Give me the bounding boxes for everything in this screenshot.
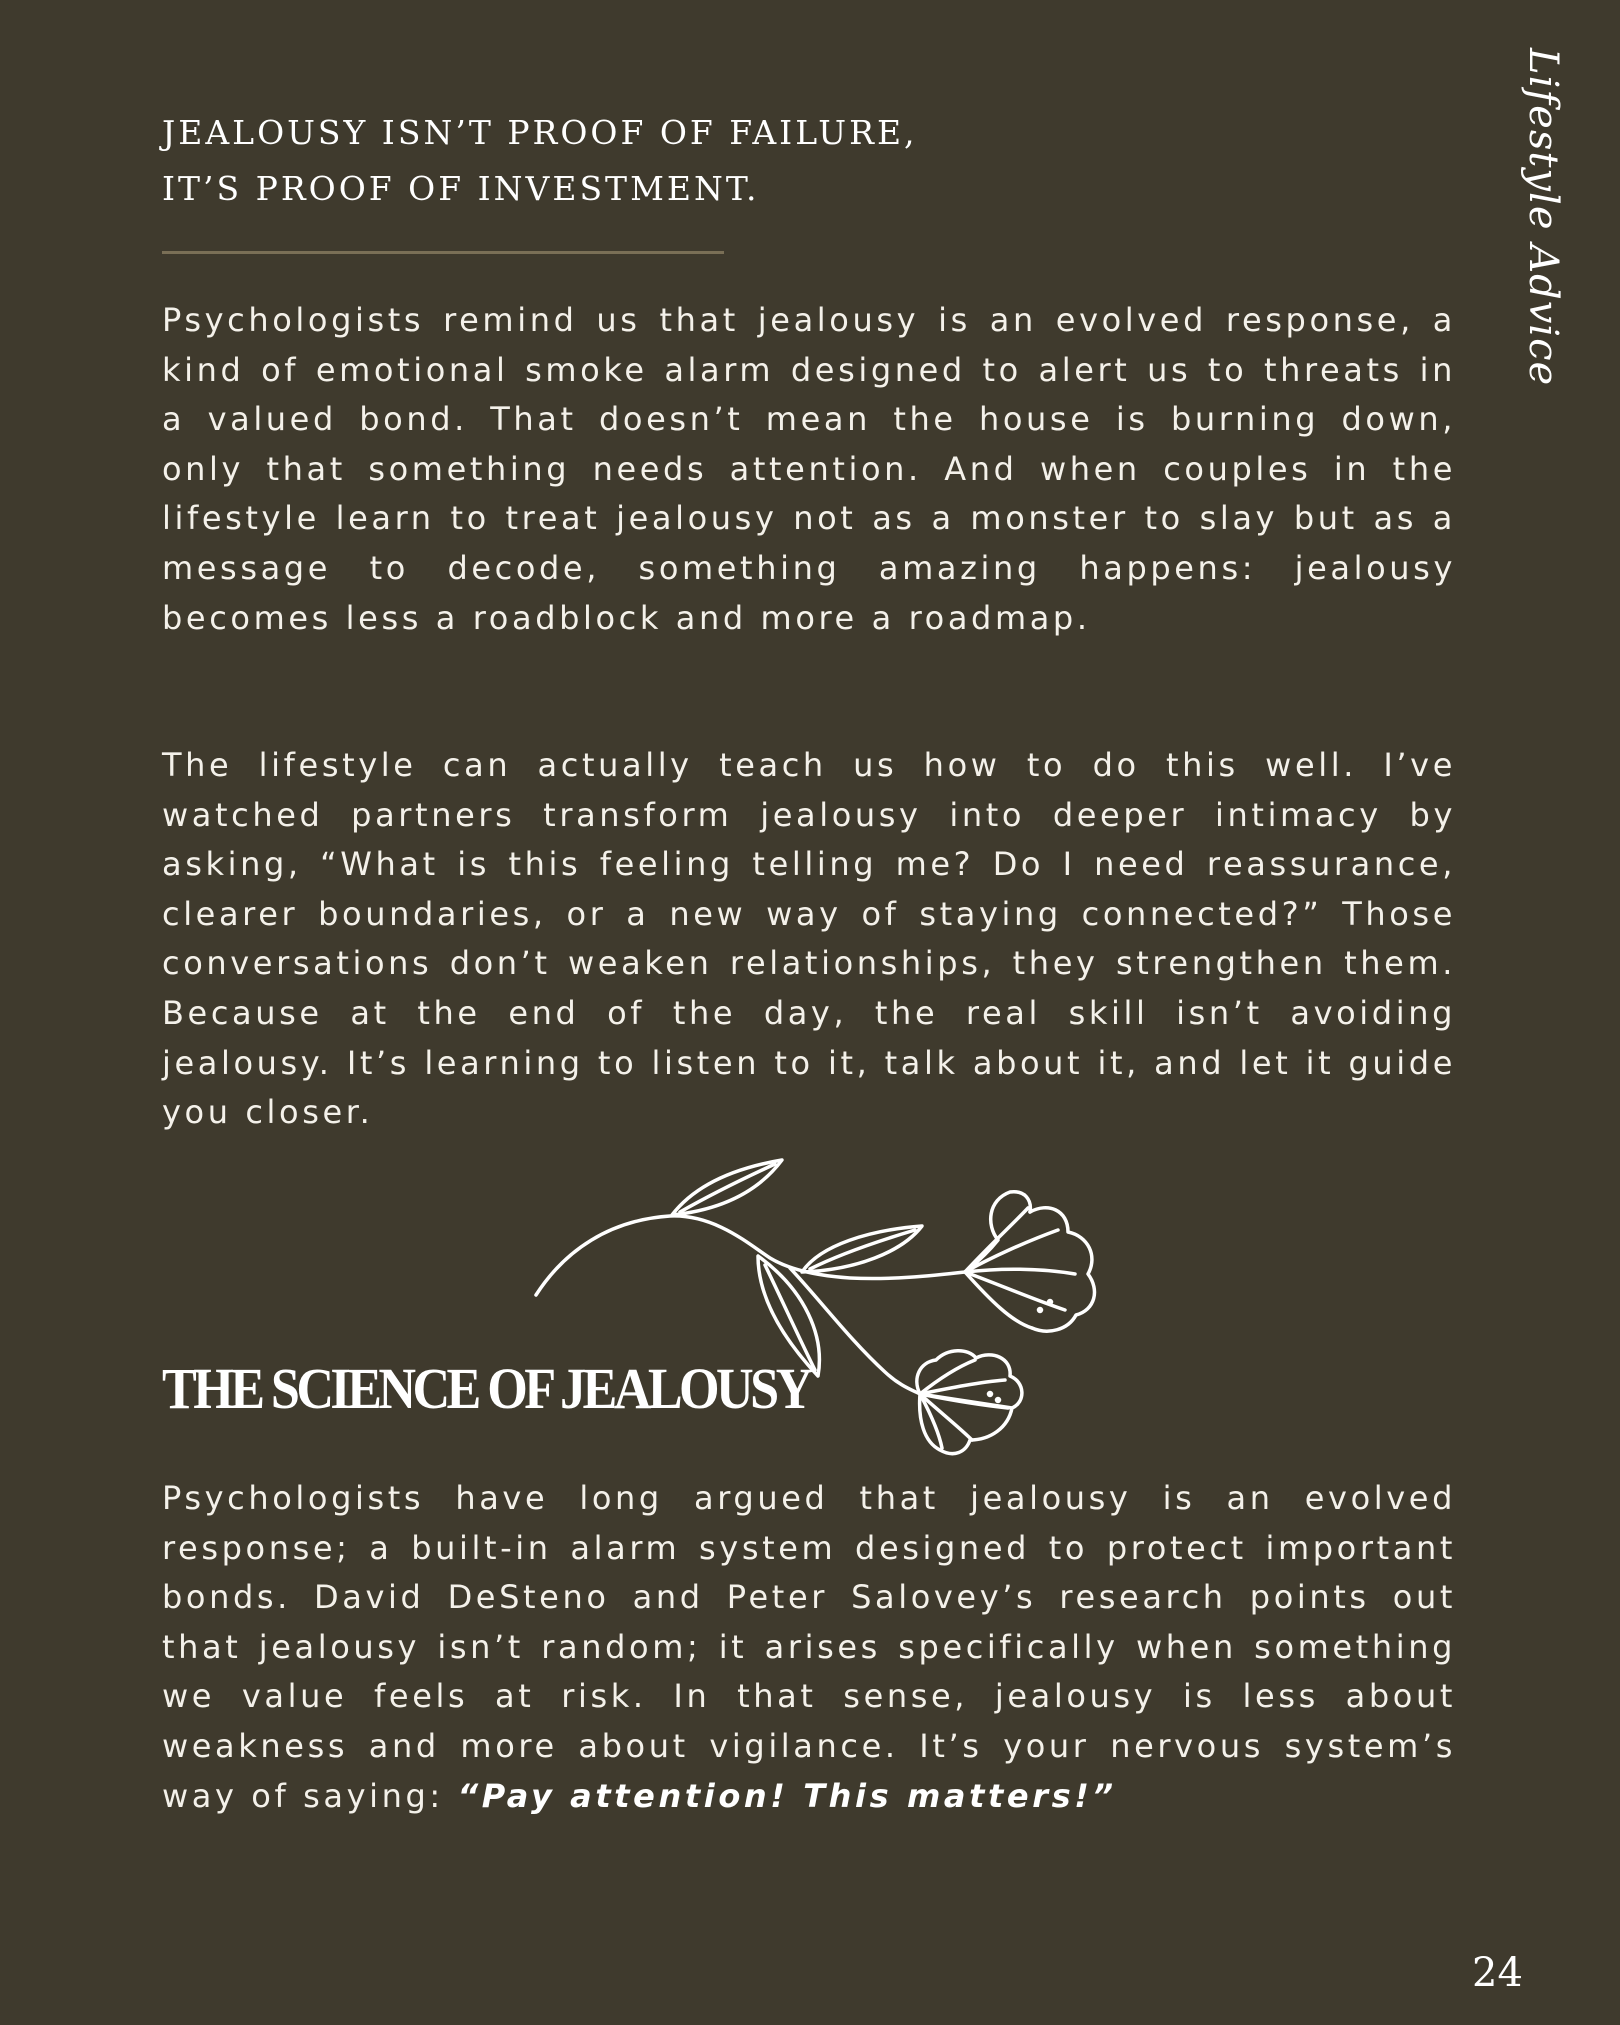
body-paragraph-1: Psychologists remind us that jealousy is an evolved response, a kind of emotional smoke alarm designed to alert us to threats in a valued bond. That doesn’t mean the house is burning down, only that something needs attention. And when couples in the lifestyle learn to treat jealousy not as a monster to slay but as a message to decode, something amazing happens: jealousy becomes less a roadblock and more a roadmap. [162, 301, 1456, 637]
pull-quote-line-2: IT’S PROOF OF INVESTMENT. [162, 169, 760, 208]
section-label: Lifestyle Advice [1520, 48, 1566, 387]
body-paragraph-2: The lifestyle can actually teach us how to do this well. I’ve watched partners transform jealousy into deeper intimacy by asking, “What is this feeling telling me? Do I need reassurance, clearer boundaries, or a new way of staying connected?” Those conversations don’t weaken relationships, they strengthen them. Because at the end of the day, the real skill isn’t avoiding jealousy. It’s learning to listen to it, talk about it, and let it guide you closer. [162, 746, 1456, 1132]
pull-quote [162, 105, 1062, 217]
page-number: 24 [1472, 1950, 1523, 1996]
section-heading: THE SCIENCE OF JEALOUSY [162, 1356, 810, 1421]
pull-quote-line-1: JEALOUSY ISN’T PROOF OF FAILURE, [162, 113, 918, 152]
floral-line-art-icon [520, 1150, 1140, 1480]
body-paragraph-3-text: Psychologists have long argued that jealousy is an evolved response; a built-in alarm system designed to protect important bonds. David DeSteno and Peter Salovey’s research points out that jealousy isn’t random; it arises specifically when something we value feels at risk. In that sense, jealousy is less about weakness and more about vigilance. It’s your nervous system’s way of saying: [162, 1479, 1456, 1815]
emphasized-quote: “Pay attention! This matters!” [457, 1776, 1117, 1815]
body-paragraph-3 [162, 1474, 1456, 1821]
divider-rule [162, 251, 724, 254]
